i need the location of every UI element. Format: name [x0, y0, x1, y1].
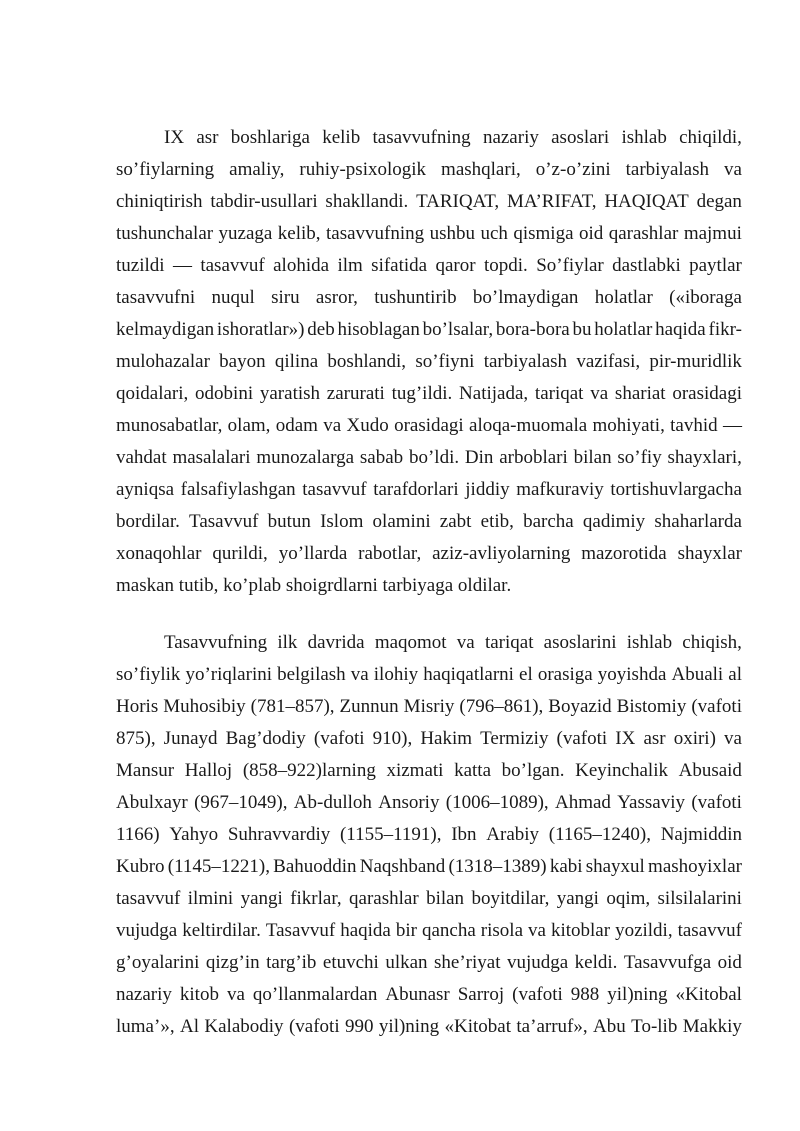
text-line: xonaqohlar qurildi, yo’llarda rabotlar, aziz-avliyolarning mazorotida shayxlar: [116, 543, 742, 564]
text-line: kelmaydigan ishoratlar») deb hisoblagan bo’lsalar, bora-bora bu holatlar haqida fikr-: [116, 319, 742, 340]
text-line: ayniqsa falsafiylashgan tasavvuf tarafdorlari jiddiy mafkuraviy tortishuvlargacha: [116, 479, 742, 500]
paragraph-1: [116, 122, 742, 602]
text-line: qoidalari, odobini yaratish zarurati tug’ildi. Natijada, tariqat va shariat orasidagi: [116, 383, 742, 404]
text-line: Mansur Halloj (858–922)larning xizmati katta bo’lgan. Keyinchalik Abusaid: [116, 760, 742, 781]
text-line: chiniqtirish tabdir-usullari shakllandi. TARIQAT, MA’RIFAT, HAQIQAT degan: [116, 191, 742, 212]
text-line: maskan tutib, ko’plab shoigrdlarni tarbiyaga oldilar.: [116, 575, 512, 596]
text-line: bordilar. Tasavvuf butun Islom olamini zabt etib, barcha qadimiy shaharlarda: [116, 511, 742, 532]
text-line: so’fiylik yo’riqlarini belgilash va ilohiy haqiqatlarni el orasiga yoyishda Abuali al: [116, 664, 742, 685]
text-line: nazariy kitob va qo’llanmalardan Abunasr Sarroj (vafoti 988 yil)ning «Kitobal: [116, 984, 742, 1005]
text-line: luma’», Al Kalabodiy (vafoti 990 yil)ning «Kitobat ta’arruf», Abu To-lib Makkiy: [116, 1016, 742, 1037]
text-line: tuzildi — tasavvuf alohida ilm sifatida qaror topdi. So’fiylar dastlabki paytlar: [116, 255, 742, 276]
text-line: Abulxayr (967–1049), Ab-dulloh Ansoriy (1006–1089), Ahmad Yassaviy (vafoti: [116, 792, 742, 813]
text-line: tushunchalar yuzaga kelib, tasavvufning ushbu uch qismiga oid qarashlar majmui: [116, 223, 742, 244]
text-line: tasavvuf ilmini yangi fikrlar, qarashlar bilan boyitdilar, yangi oqim, silsilalarini: [116, 888, 742, 909]
paragraph-2: [116, 627, 742, 1043]
text-line: vujudga keltirdilar. Tasavvuf haqida bir qancha risola va kitoblar yozildi, tasavvuf: [116, 920, 742, 941]
text-line: munosabatlar, olam, odam va Xudo orasidagi aloqa-muomala mohiyati, tavhid —: [116, 415, 742, 436]
text-line: so’fiylarning amaliy, ruhiy-psixologik mashqlari, o’z-o’zini tarbiyalash va: [116, 159, 742, 180]
text-line: Kubro (1145–1221), Bahuoddin Naqshband (1318–1389) kabi shayxul mashoyixlar: [116, 856, 742, 877]
text-line: IX asr boshlariga kelib tasavvufning nazariy asoslari ishlab chiqildi,: [164, 127, 742, 148]
text-line: g’oyalarini qizg’in targ’ib etuvchi ulkan she’riyat vujudga keldi. Tasavvufga oid: [116, 952, 742, 973]
text-line: 875), Junayd Bag’dodiy (vafoti 910), Hakim Termiziy (vafoti IX asr oxiri) va: [116, 728, 742, 749]
text-line: 1166) Yahyo Suhravvardiy (1155–1191), Ibn Arabiy (1165–1240), Najmiddin: [116, 824, 742, 845]
text-line: Tasavvufning ilk davrida maqomot va tariqat asoslarini ishlab chiqish,: [164, 632, 742, 653]
text-line: mulohazalar bayon qilina boshlandi, so’fiyni tarbiyalash vazifasi, pir-muridlik: [116, 351, 742, 372]
text-line: vahdat masalalari munozalarga sabab bo’ldi. Din arboblari bilan so’fiy shayxlari,: [116, 447, 742, 468]
text-line: Horis Muhosibiy (781–857), Zunnun Misriy (796–861), Boyazid Bistomiy (vafoti: [116, 696, 742, 717]
text-line: tasavvufni nuqul siru asror, tushuntirib bo’lmaydigan holatlar («iboraga: [116, 287, 742, 308]
